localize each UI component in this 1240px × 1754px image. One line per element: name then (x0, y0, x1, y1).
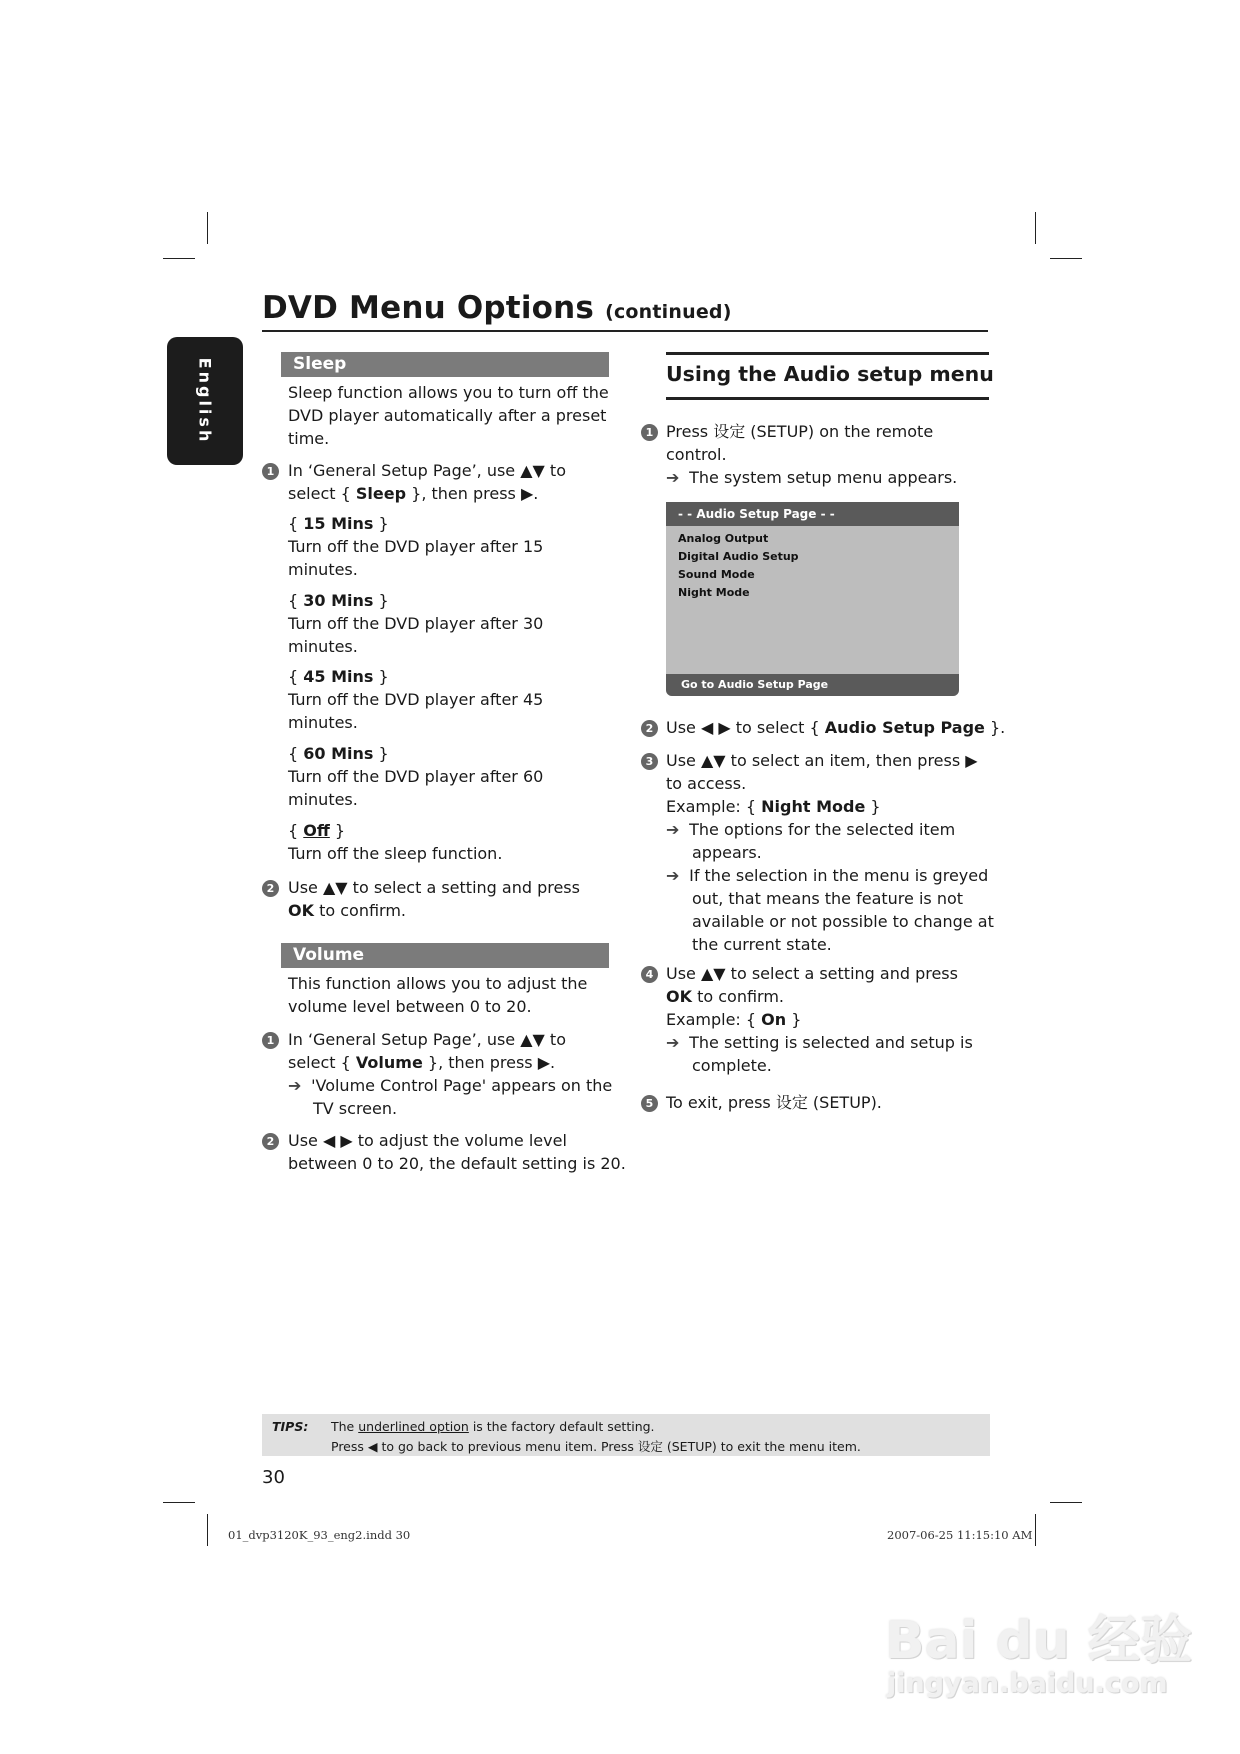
crop-mark (163, 258, 195, 259)
result-text: available or not possible to change at (692, 912, 994, 931)
crop-mark (1050, 1502, 1082, 1503)
option-desc: Turn off the DVD player after 45 (288, 690, 544, 709)
text-span: select { (288, 484, 356, 503)
step-text-line2 (666, 985, 973, 1008)
step-number-badge: 3 (641, 753, 658, 770)
crop-mark (207, 212, 208, 244)
option-name: Audio Setup Page (824, 718, 985, 737)
volume-intro (288, 972, 587, 1018)
text-span: to confirm. (692, 987, 785, 1006)
option-name: On (761, 1010, 787, 1029)
step-text: Press 设定 (SETUP) on the remote (666, 422, 934, 441)
result-line (288, 1074, 612, 1097)
tips-line (331, 1419, 655, 1434)
text-span: { (288, 744, 304, 763)
option-title (288, 742, 543, 765)
audio-step-1 (666, 420, 957, 489)
text-span: } (786, 1010, 802, 1029)
result-text: 'Volume Control Page' appears on the (311, 1076, 613, 1095)
option-name: 30 Mins (303, 591, 374, 610)
step-text: to access. (666, 774, 747, 793)
key-name: OK (288, 901, 314, 920)
sleep-step-1 (288, 459, 566, 505)
screen-menu-item[interactable]: Digital Audio Setup (678, 550, 799, 563)
step-number-badge: 2 (641, 720, 658, 737)
watermark-logo: Bai du 经验 (885, 1611, 1192, 1671)
screen-menu-item[interactable]: Sound Mode (678, 568, 755, 581)
text-span: { (288, 591, 304, 610)
option-name: 15 Mins (303, 514, 374, 533)
text-span: Use ◀ ▶ to select { (666, 718, 825, 737)
crop-mark (163, 1502, 195, 1503)
result-line-cont (666, 910, 994, 933)
crop-mark (1035, 212, 1036, 244)
step-number-badge: 2 (262, 1133, 279, 1150)
option-desc: Turn off the DVD player after 30 (288, 614, 544, 633)
step-text-line2 (288, 899, 580, 922)
audio-heading (666, 362, 994, 386)
option-title (288, 512, 543, 535)
tips-label: TIPS: (272, 1419, 309, 1434)
text-span: } (373, 667, 389, 686)
text-span: { (288, 821, 304, 840)
result-line (666, 1031, 973, 1054)
step-number-badge: 1 (262, 1032, 279, 1049)
step-number-badge: 5 (641, 1095, 658, 1112)
text-span: Example: { (666, 1010, 762, 1029)
option-name: Sleep (355, 484, 407, 503)
screen-menu-item[interactable]: Night Mode (678, 586, 750, 599)
text-span: }, then press ▶. (406, 484, 539, 503)
step-text-line2 (288, 1051, 612, 1074)
heading-rule-bottom (666, 397, 989, 400)
heading-rule-top (666, 352, 989, 355)
watermark-url: jingyan.baidu.com (887, 1668, 1168, 1699)
option-title (288, 665, 543, 688)
option-title (288, 589, 543, 612)
result-arrow-icon: ➔ (666, 468, 680, 487)
language-tab (167, 337, 243, 465)
option-name: 45 Mins (303, 667, 374, 686)
key-name: OK (666, 987, 692, 1006)
sleep-intro-line: Sleep function allows you to turn off the (288, 383, 609, 402)
result-line-cont (666, 933, 994, 956)
language-tab-label: English (195, 357, 215, 445)
text-span: is the factory default setting. (468, 1419, 655, 1434)
result-line-cont (666, 1054, 973, 1077)
volume-intro-line: This function allows you to adjust the (288, 974, 588, 993)
option-desc: Turn off the DVD player after 15 (288, 537, 544, 556)
text-span: } (373, 744, 389, 763)
audio-heading-text: Using the Audio setup menu (666, 362, 994, 386)
crop-mark (207, 1514, 208, 1546)
sleep-option-off (288, 819, 502, 865)
option-desc: minutes. (288, 560, 358, 579)
example-line (666, 795, 994, 818)
step-text: Use ▲▼ to select a setting and press (666, 964, 958, 983)
option-desc: minutes. (288, 790, 358, 809)
title-rule (262, 330, 988, 332)
page-title-continued: (continued) (605, 301, 732, 323)
text-span: Example: { (666, 797, 762, 816)
screen-menu (666, 526, 959, 602)
result-line-cont (288, 1097, 612, 1120)
text-span: { (288, 667, 304, 686)
step-text-line2 (288, 482, 566, 505)
step-number-badge: 1 (641, 424, 658, 441)
result-arrow-icon: ➔ (666, 1033, 680, 1052)
step-number-badge: 4 (641, 966, 658, 983)
volume-intro-line: volume level between 0 to 20. (288, 997, 532, 1016)
sleep-intro (288, 381, 609, 450)
step-number-badge: 2 (262, 880, 279, 897)
audio-step-2 (666, 716, 1005, 739)
audio-setup-screen (666, 502, 959, 696)
option-desc: Turn off the sleep function. (288, 844, 503, 863)
tips-line: Press ◀ to go back to previous menu item. Press 设定 (SETUP) to exit the menu item. (331, 1439, 861, 1454)
option-name-default: Off (303, 821, 330, 840)
text-span: } (329, 821, 346, 840)
text-span: }, then press ▶. (422, 1053, 556, 1072)
result-line-cont (666, 887, 994, 910)
crop-mark (1035, 1514, 1036, 1546)
step-text: between 0 to 20, the default setting is 20. (288, 1154, 626, 1173)
page-title (262, 290, 732, 326)
result-text: complete. (692, 1056, 772, 1075)
result-line (666, 864, 994, 887)
step-text: In ‘General Setup Page’, use ▲▼ to (288, 461, 566, 480)
result-arrow-icon: ➔ (288, 1076, 302, 1095)
sleep-intro-line: time. (288, 429, 330, 448)
step-number-badge: 1 (262, 463, 279, 480)
sleep-step-2 (288, 876, 580, 922)
audio-step-3 (666, 749, 994, 956)
sleep-heading (281, 352, 609, 377)
text-span: to confirm. (314, 901, 407, 920)
print-slug-right: 2007-06-25 11:15:10 AM (887, 1528, 1033, 1542)
option-desc: Turn off the DVD player after 60 (288, 767, 544, 786)
tips-box (262, 1414, 990, 1456)
volume-heading (281, 943, 609, 968)
result-text: If the selection in the menu is greyed (689, 866, 989, 885)
step-text: Use ▲▼ to select a setting and press (288, 878, 580, 897)
print-slug-left: 01_dvp3120K_93_eng2.indd 30 (228, 1528, 411, 1542)
sleep-option-30 (288, 589, 543, 658)
step-text: control. (666, 445, 727, 464)
example-line (666, 1008, 973, 1031)
result-text: The setting is selected and setup is (689, 1033, 973, 1052)
result-line (666, 818, 994, 841)
sleep-heading-text: Sleep (293, 354, 347, 374)
option-desc: minutes. (288, 637, 358, 656)
result-line (666, 466, 957, 489)
text-span: The (331, 1419, 359, 1434)
screen-header: - - Audio Setup Page - - (666, 502, 959, 526)
option-title (288, 819, 502, 842)
crop-mark (1050, 258, 1082, 259)
volume-heading-text: Volume (293, 945, 365, 965)
page-title-text: DVD Menu Options (262, 290, 595, 326)
result-arrow-icon: ➔ (666, 820, 680, 839)
underlined-text: underlined option (358, 1419, 469, 1434)
option-name: Volume (355, 1053, 423, 1072)
option-name: Night Mode (761, 797, 866, 816)
text-span: } (373, 591, 389, 610)
step-text: To exit, press 设定 (SETUP). (666, 1093, 882, 1112)
audio-step-4 (666, 962, 973, 1077)
text-span: }. (984, 718, 1006, 737)
sleep-option-60 (288, 742, 543, 811)
result-arrow-icon: ➔ (666, 866, 680, 885)
step-text: Use ◀ ▶ to adjust the volume level (288, 1131, 567, 1150)
screen-footer: Go to Audio Setup Page (666, 674, 959, 696)
text-span: } (865, 797, 881, 816)
sleep-option-45 (288, 665, 543, 734)
volume-step-1 (288, 1028, 612, 1120)
result-text: appears. (692, 843, 762, 862)
option-name: 60 Mins (303, 744, 374, 763)
audio-step-5 (666, 1091, 882, 1114)
sleep-option-15 (288, 512, 543, 581)
text-span: select { (288, 1053, 356, 1072)
option-desc: minutes. (288, 713, 358, 732)
page-number: 30 (262, 1467, 285, 1488)
result-line-cont (666, 841, 994, 864)
result-text: out, that means the feature is not (692, 889, 964, 908)
volume-step-2 (288, 1129, 626, 1175)
result-text: The system setup menu appears. (689, 468, 958, 487)
step-text: In ‘General Setup Page’, use ▲▼ to (288, 1030, 566, 1049)
text-span: } (373, 514, 389, 533)
step-text (666, 716, 1005, 739)
screen-menu-item[interactable]: Analog Output (678, 532, 769, 545)
step-text: Use ▲▼ to select an item, then press ▶ (666, 751, 978, 770)
text-span: { (288, 514, 304, 533)
result-text: The options for the selected item (689, 820, 956, 839)
sleep-intro-line: DVD player automatically after a preset (288, 406, 607, 425)
result-text: the current state. (692, 935, 832, 954)
result-text: TV screen. (313, 1099, 398, 1118)
